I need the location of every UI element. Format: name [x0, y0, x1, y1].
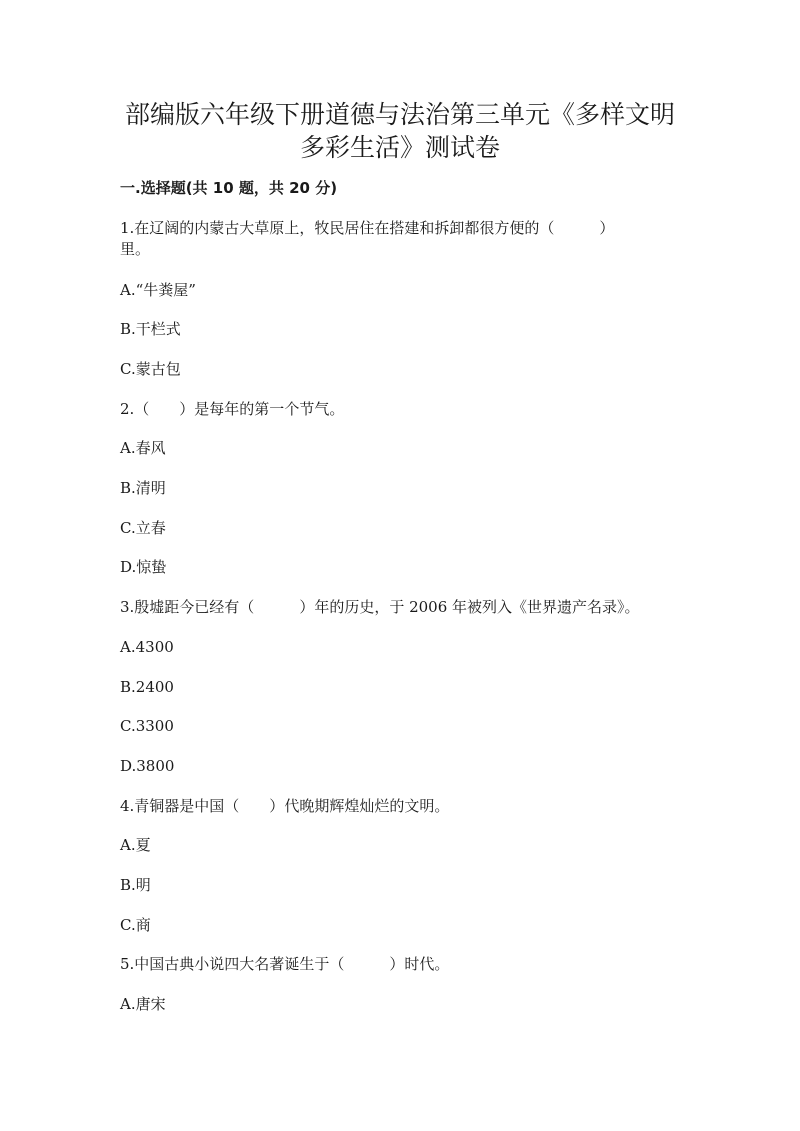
question-4-option-c: C.商 [120, 916, 151, 934]
question-2-option-a: A.春风 [120, 439, 166, 457]
section-heading: 一.选择题(共 10 题，共 20 分) [120, 179, 338, 197]
question-3-option-d: D.3800 [120, 757, 175, 775]
question-1-option-c: C.蒙古包 [120, 360, 181, 378]
question-1-stem-continued: 里。 [120, 240, 151, 258]
question-1-stem: 1.在辽阔的内蒙古大草原上，牧民居住在搭建和拆卸都很方便的（ ） [120, 219, 615, 237]
question-5-option-a: A.唐宋 [120, 995, 166, 1013]
question-3-option-b: B.2400 [120, 678, 174, 696]
question-1-option-a: A.“牛粪屋” [120, 281, 196, 299]
question-1-option-b: B.干栏式 [120, 320, 181, 338]
page-title-line-1: 部编版六年级下册道德与法治第三单元《多样文明 [124, 100, 675, 129]
question-2-option-c: C.立春 [120, 519, 166, 537]
question-4-option-b: B.明 [120, 876, 151, 894]
page-title-line-2: 多彩生活》测试卷 [299, 133, 500, 162]
question-3-option-c: C.3300 [120, 717, 174, 735]
question-2-stem: 2.（ ）是每年的第一个节气。 [120, 400, 345, 418]
question-2-option-d: D.惊蛰 [120, 558, 167, 576]
question-3-option-a: A.4300 [120, 638, 174, 656]
question-2-option-b: B.清明 [120, 479, 166, 497]
question-3-stem: 3.殷墟距今已经有（ ）年的历史，于 2006 年被列入《世界遗产名录》。 [120, 598, 640, 616]
question-5-stem: 5.中国古典小说四大名著诞生于（ ）时代。 [120, 955, 450, 973]
question-4-stem: 4.青铜器是中国（ ）代晚期辉煌灿烂的文明。 [120, 797, 450, 815]
question-4-option-a: A.夏 [120, 836, 151, 854]
